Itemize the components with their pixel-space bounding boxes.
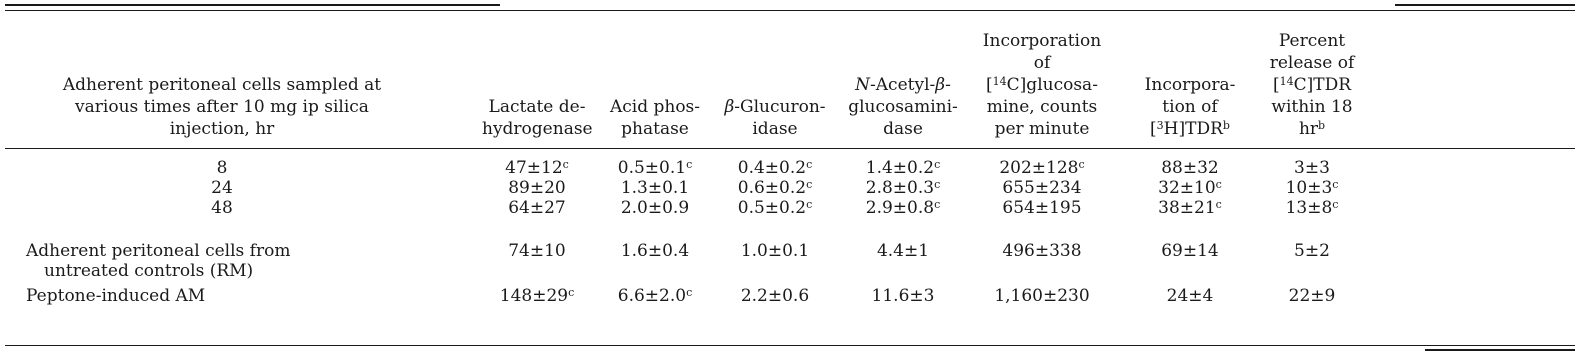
- table-cell: $32\pm 10^c$: [1158, 178, 1222, 198]
- header-tdr: [1140, 74, 1240, 140]
- table-cell: 5±2: [1294, 241, 1330, 261]
- table-cell: 0.4±0.2$^c$: [737, 158, 813, 178]
- table-cell: 496±338: [1002, 241, 1082, 261]
- table-cell: 11.6±3: [871, 286, 935, 306]
- bottom-rule: [5, 345, 1575, 346]
- header-line: Lactate de-: [488, 97, 586, 117]
- row-label: 8: [216, 158, 228, 178]
- row-label: 48: [211, 198, 233, 218]
- header-line: N-Acetyl-β-: [855, 75, 951, 95]
- table-cell: 1.4±0.2$^c$: [865, 158, 941, 178]
- table-cell: 2.2±0.6: [740, 286, 810, 306]
- header-line: Adherent peritoneal cells sampled at: [62, 75, 382, 95]
- header-glc: [967, 30, 1117, 140]
- table-cell: 74±10: [508, 241, 566, 261]
- table-cell: 1.0±0.1: [740, 241, 810, 261]
- header-line: Incorpora-: [1144, 75, 1236, 95]
- header-line: β-Glucuron-: [724, 97, 826, 117]
- table-cell: 1,160±230: [994, 286, 1090, 306]
- table-cell: $202\pm 128^c$: [999, 158, 1085, 178]
- header-line: [$^3$H]TDR$^b$: [1150, 119, 1230, 139]
- header-rule-thin: [5, 10, 1575, 11]
- table-cell: $38\pm 21^c$: [1158, 198, 1222, 218]
- header-line: release of: [1269, 53, 1355, 73]
- table-cell: 3±3: [1294, 158, 1330, 178]
- row-label-continued: untreated controls (RM): [44, 261, 254, 281]
- top-rule-left: [5, 4, 500, 6]
- header-ldh: [482, 96, 592, 140]
- header-line: various times after 10 mg ip silica: [75, 97, 369, 117]
- table-cell: 1.3±0.1: [620, 178, 690, 198]
- header-rel: [1262, 30, 1362, 140]
- top-rule-right: [1395, 4, 1575, 6]
- table-cell: 654±195: [1002, 198, 1082, 218]
- table-cell: $148\pm 29^c$: [499, 286, 575, 306]
- table-cell: 0.6±0.2$^c$: [737, 178, 813, 198]
- table-cell: 4.4±1: [876, 241, 930, 261]
- row-label: 24: [211, 178, 233, 198]
- header-line: per minute: [994, 119, 1090, 139]
- table-cell: 2.0±0.9: [620, 198, 690, 218]
- header-line: Incorporation: [982, 31, 1102, 51]
- table-cell: 88±32: [1161, 158, 1219, 178]
- table-cell: 2.8±0.3$^c$: [865, 178, 941, 198]
- table-cell: 24±4: [1166, 286, 1214, 306]
- table-cell: 64±27: [508, 198, 566, 218]
- header-line: within 18: [1271, 97, 1353, 117]
- header-line: injection, hr: [169, 119, 275, 139]
- header-glu: [715, 96, 835, 140]
- table-cell: 69±14: [1161, 241, 1219, 261]
- table-cell: $10\pm 3^c$: [1285, 178, 1339, 198]
- header-acp: [600, 96, 710, 140]
- header-line: phatase: [621, 119, 689, 139]
- header-line: $hr^b$: [1298, 119, 1326, 139]
- table-cell: 22±9: [1288, 286, 1336, 306]
- row-label: Peptone-induced AM: [26, 286, 206, 306]
- bottom-rule-right: [1425, 349, 1575, 351]
- header-line: tion of: [1162, 97, 1218, 117]
- table-cell: $47\pm 12^c$: [505, 158, 569, 178]
- table-cell: $13\pm 8^c$: [1285, 198, 1339, 218]
- row-label: Adherent peritoneal cells from: [26, 241, 291, 261]
- table-cell: 2.9±0.8$^c$: [865, 198, 941, 218]
- table-cell: 6.6±2.0$^c$: [617, 286, 693, 306]
- table-cell: 0.5±0.2$^c$: [737, 198, 813, 218]
- header-line: [$^{14}$C]TDR: [1272, 75, 1352, 95]
- header-line: glucosamini-: [848, 97, 958, 117]
- header-body-rule: [5, 148, 1575, 149]
- header-group: [2, 74, 442, 140]
- table-cell: 655±234: [1002, 178, 1082, 198]
- header-line: Acid phos-: [609, 97, 701, 117]
- header-line: [$^{14}$C]glucosa-: [986, 75, 1098, 95]
- header-line: Percent: [1278, 31, 1346, 51]
- header-line: idase: [752, 119, 798, 139]
- table-cell: 0.5±0.1$^c$: [617, 158, 693, 178]
- table-cell: 89±20: [508, 178, 566, 198]
- table-cell: 1.6±0.4: [620, 241, 690, 261]
- header-line: hydrogenase: [482, 119, 593, 139]
- header-nag: [838, 74, 968, 140]
- header-line: dase: [883, 119, 923, 139]
- header-line: of: [1033, 53, 1051, 73]
- header-line: mine, counts: [986, 97, 1098, 117]
